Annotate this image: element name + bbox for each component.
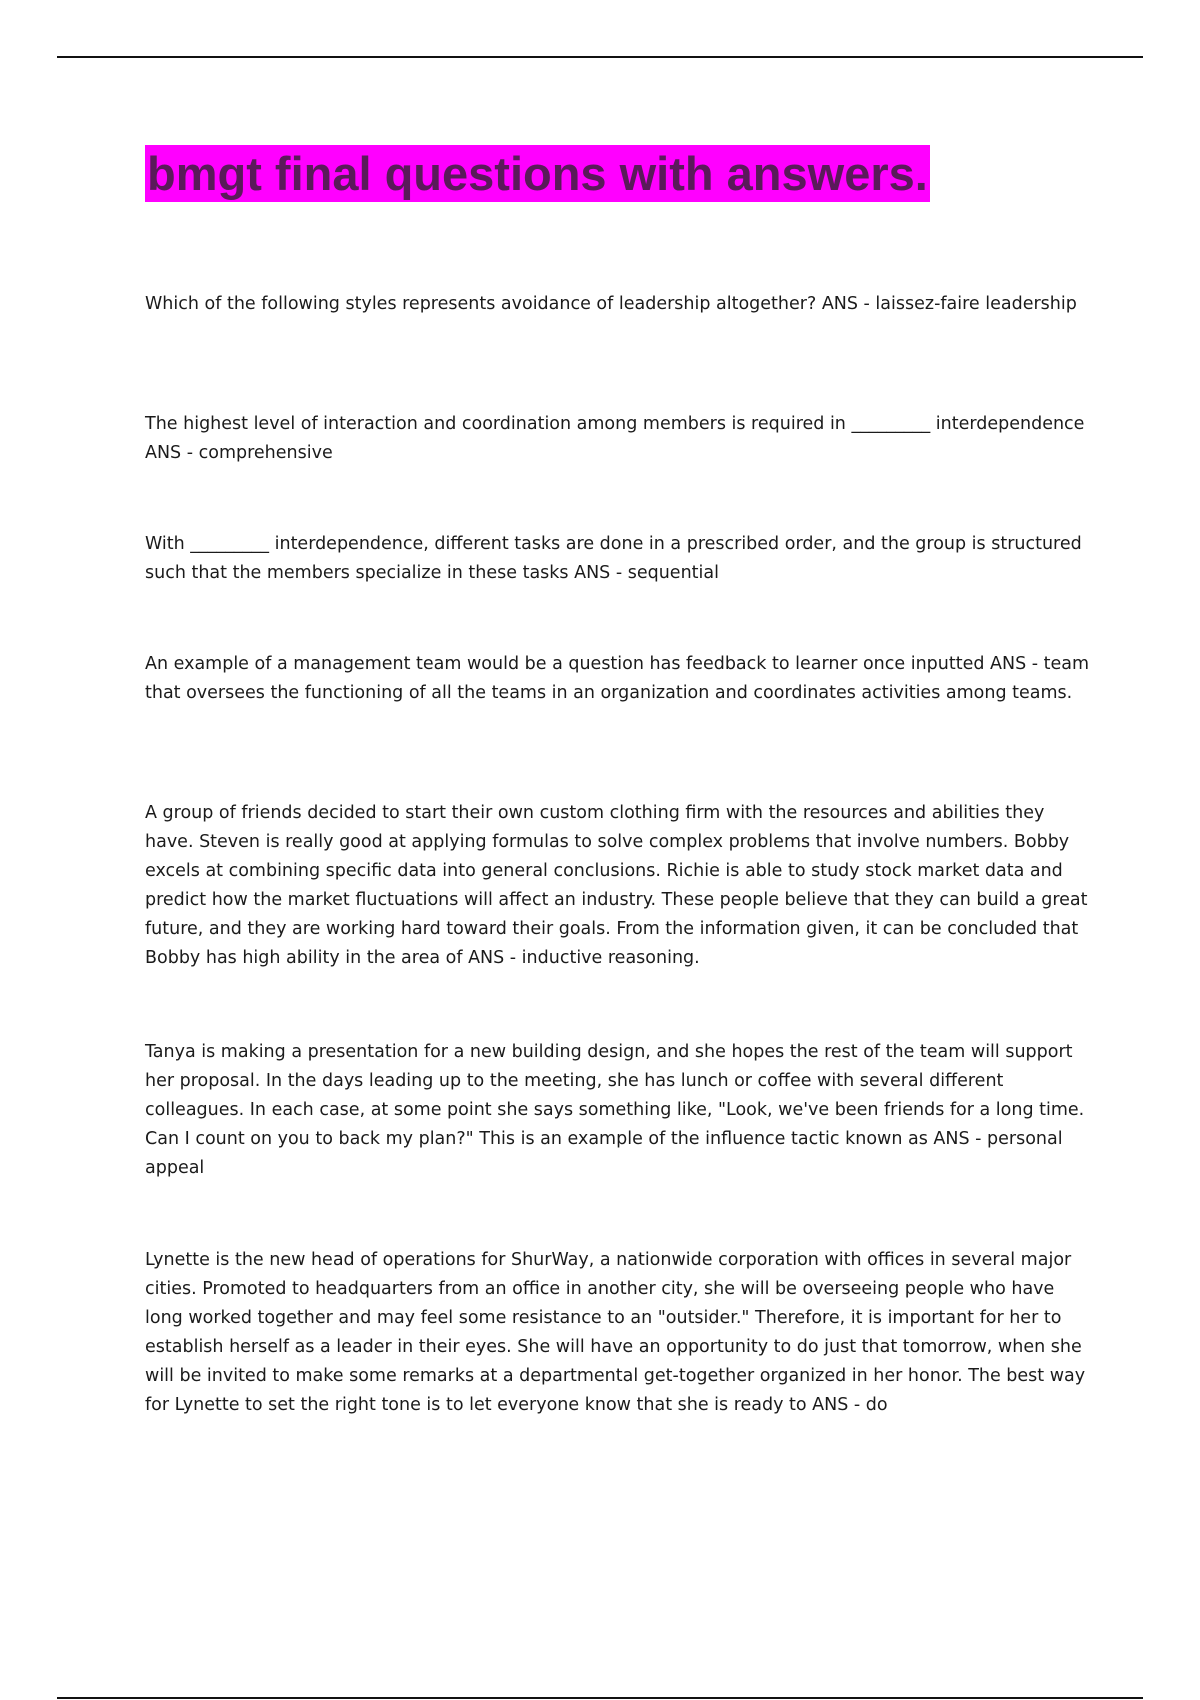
qa-item-7: Lynette is the new head of operations for ShurWay, a nationwide corporation with offices in several major cities. Promoted to headquarters from an office in another city, she will be overseeing people who have long worked together and may feel some resistance to an "outsider." Therefore, it is important for her to establish herself as a leader in their eyes. She will have an opportunity to do just that tomorrow, when she will be invited to make some remarks at a departmental get-together organized in her honor. The best way for Lynette to set the right tone is to let everyone know that she is ready to ANS - do bbox=[145, 1250, 1086, 1415]
qa-item-3: With _________ interdependence, different tasks are done in a prescribed order, and the group is structured such that the members specialize in these tasks ANS - sequential bbox=[145, 534, 1082, 583]
qa-item-2: The highest level of interaction and coordination among members is required in _________ interdependence ANS - comprehensive bbox=[145, 414, 1085, 463]
qa-item-6: Tanya is making a presentation for a new building design, and she hopes the rest of the team will support her proposal. In the days leading up to the meeting, she has lunch or coffee with several different colleagues. In each case, at some point she says something like, "Look, we've been friends for a long time. Can I count on you to back my plan?" This is an example of the influence tactic known as ANS - personal appeal bbox=[145, 1042, 1085, 1178]
top-rule bbox=[57, 56, 1143, 58]
qa-item-5: A group of friends decided to start their own custom clothing firm with the resources and abilities they have. Steven is really good at applying formulas to solve complex problems that involve numbers. Bobby excels at combining specific data into general conclusions. Richie is able to study stock market data and predict how the market fluctuations will affect an industry. These people believe that they can build a great future, and they are working hard toward their goals. From the information given, it can be concluded that Bobby has high ability in the area of ANS - inductive reasoning. bbox=[145, 803, 1088, 968]
bottom-rule bbox=[57, 1697, 1143, 1699]
qa-item-1: Which of the following styles represents avoidance of leadership altogether? ANS - laissez-faire leadership bbox=[145, 294, 1077, 314]
document-title: bmgt final questions with answers. bbox=[147, 147, 928, 200]
title-highlight bbox=[145, 145, 930, 202]
qa-item-4: An example of a management team would be a question has feedback to learner once inputted ANS - team that oversees the functioning of all the teams in an organization and coordinates activities among teams. bbox=[145, 654, 1090, 703]
